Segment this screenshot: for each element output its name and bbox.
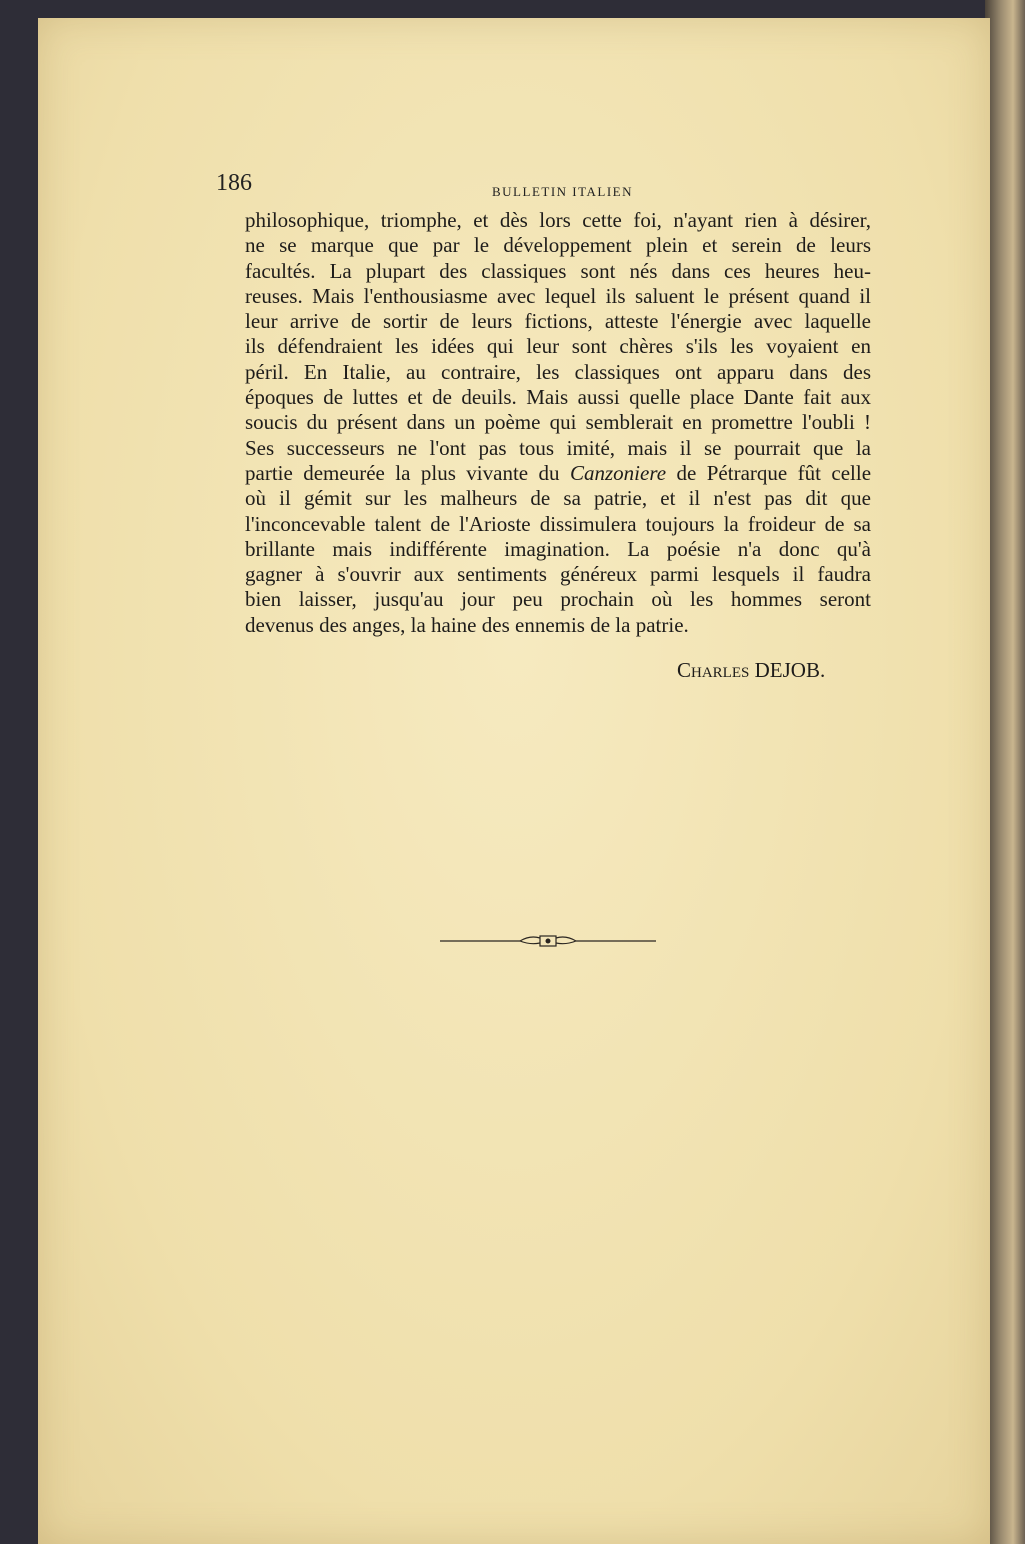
text-line: [245, 461, 871, 486]
text-line: époques de luttes et de deuils. Mais aussi quelle place Dante fait aux: [245, 385, 871, 410]
text-line: ne se marque que par le développement plein et serein de leurs: [245, 233, 871, 258]
text-line: ils défendraient les idées qui leur sont chères s'ils les voyaient en: [245, 334, 871, 359]
text-line: péril. En Italie, au contraire, les classiques ont apparu dans des: [245, 359, 871, 384]
text-line: où il gémit sur les malheurs de sa patrie, et il n'est pas dit que: [245, 486, 871, 511]
running-head: BULLETIN ITALIEN: [492, 184, 634, 199]
text-line: soucis du présent dans un poème qui semblerait en promettre l'oubli !: [245, 410, 871, 435]
text-line: bien laisser, jusqu'au jour peu prochain où les hommes seront: [245, 587, 871, 612]
text-line: l'inconcevable talent de l'Arioste dissimulera toujours la froideur de sa: [245, 511, 871, 536]
ornament-divider-icon: [440, 930, 656, 950]
author-signature: [677, 658, 825, 683]
text-segment: de Pétrarque fût celle: [676, 460, 872, 485]
author-last-name: DEJOB.: [754, 658, 826, 682]
text-segment: partie demeurée la plus vivante du: [245, 460, 560, 485]
text-line: leur arrive de sortir de leurs fictions, atteste l'énergie avec laquelle: [245, 309, 871, 334]
text-line: philosophique, triomphe, et dès lors cette foi, n'ayant rien à désirer,: [245, 208, 871, 232]
text-line: devenus des anges, la haine des ennemis de la patrie.: [245, 612, 689, 637]
page-number: 186: [216, 170, 252, 196]
italic-title: Canzoniere: [569, 460, 667, 485]
text-line: facultés. La plupart des classiques sont nés dans ces heures heu-: [245, 258, 871, 283]
adjacent-page-edge: [985, 0, 1025, 1544]
article-body: [245, 208, 871, 638]
text-line: gagner à s'ouvrir aux sentiments généreux parmi lesquels il faudra: [245, 562, 871, 587]
text-line: brillante mais indifférente imagination. La poésie n'a donc qu'à: [245, 536, 871, 561]
text-line: reuses. Mais l'enthousiasme avec lequel ils saluent le présent quand il: [245, 283, 871, 308]
text-line: Ses successeurs ne l'ont pas tous imité, mais il se pourrait que la: [245, 435, 871, 460]
author-first-name: Charles: [677, 658, 750, 682]
